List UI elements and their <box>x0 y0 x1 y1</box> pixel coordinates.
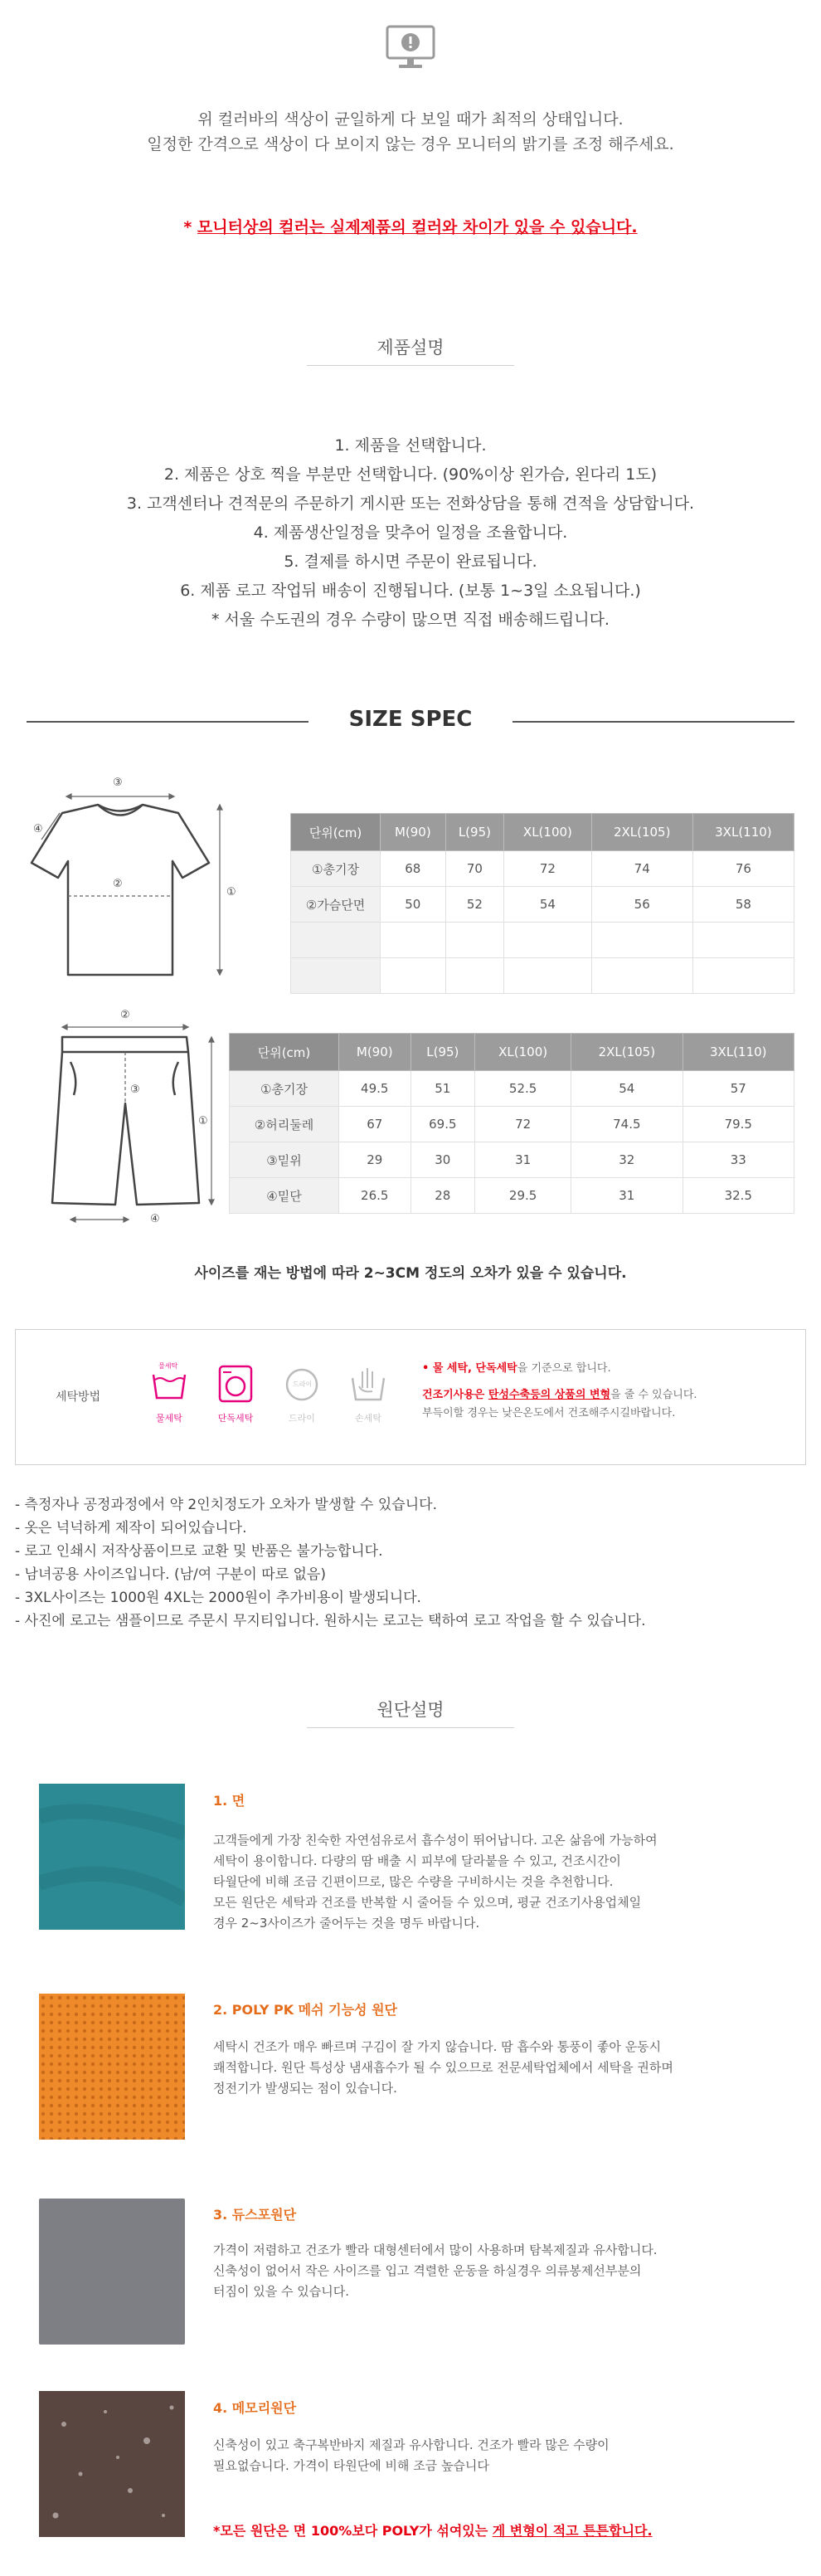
table-cell: 26.5 <box>339 1178 411 1214</box>
table-cell <box>445 923 504 958</box>
table-cell: 72 <box>504 851 591 887</box>
table-cell: ④밑단 <box>230 1178 339 1214</box>
color-warning-text: 모니터상의 컬러는 실제제품의 컬러와 차이가 있을 수 있습니다. <box>197 218 638 236</box>
table-header-cell: 3XL(110) <box>692 814 794 851</box>
table-cell: 58 <box>692 887 794 923</box>
table-cell: 31 <box>571 1178 683 1214</box>
table-cell: 28 <box>410 1178 475 1214</box>
order-step: * 서울 수도권의 경우 수량이 많으면 직접 배송해드립니다. <box>211 611 610 629</box>
order-step: 3. 고객센터나 견적문의 주문하기 게시판 또는 전화상담을 통해 견적을 상담합니다. <box>126 494 695 513</box>
wash-option <box>206 1363 265 1438</box>
table-cell <box>591 958 692 994</box>
diagram-label-2: ② <box>120 1009 130 1021</box>
wash-line1 <box>422 1360 787 1378</box>
note-item: - 3XL사이즈는 1000원 4XL는 2000원이 추가비용이 발생되니다. <box>15 1590 421 1606</box>
table-header-cell: 3XL(110) <box>683 1034 794 1071</box>
table-cell: 50 <box>381 887 446 923</box>
monitor-alert-icon <box>384 23 437 73</box>
table-row <box>291 923 794 958</box>
diagram-label-3: ③ <box>113 777 123 789</box>
table-cell: 72 <box>475 1107 571 1142</box>
table-cell: 29.5 <box>475 1178 571 1214</box>
wash-line2-underline: 탄성수축등의 상품의 변형 <box>488 1389 611 1401</box>
dry-clean-caption: 드라이 <box>289 1413 315 1424</box>
fabric-desc-line: 세탁이 용이합니다. 다량의 땀 배출 시 피부에 달라붙을 수 있고, 건조시간이 <box>213 1853 621 1868</box>
dry-clean-tag: 드라이 <box>293 1381 313 1388</box>
fabric-desc-line: 세탁시 건조가 매우 빠르며 구김이 잘 가지 않습니다. 땀 흡수와 통풍이 좋아 운동시 <box>213 2039 662 2054</box>
water-wash-caption: 물세탁 <box>156 1413 182 1424</box>
table-cell: 76 <box>692 851 794 887</box>
diagram-label-4: ④ <box>33 823 43 835</box>
fabric-swatch-cotton <box>39 1784 185 1930</box>
table-header-cell: L(95) <box>445 814 504 851</box>
table-cell: 31 <box>475 1142 571 1178</box>
fabric-title-4: 4. 메모리원단 <box>213 2400 297 2416</box>
table-cell <box>291 958 381 994</box>
fabric-swatch-poly-pk <box>39 1994 185 2140</box>
bottom-size-table <box>229 1033 794 1214</box>
table-cell: 30 <box>410 1142 475 1178</box>
hand-wash-icon <box>347 1363 389 1408</box>
table-cell: 49.5 <box>339 1071 411 1107</box>
table-cell: 54 <box>571 1071 683 1107</box>
wash-line1-rest: 을 기준으로 합니다. <box>517 1362 611 1375</box>
fabric-final-note-underline: 게 변형이 적고 튼튼합니다. <box>492 2523 653 2539</box>
table-cell <box>504 958 591 994</box>
section-divider <box>307 1727 514 1728</box>
monitor-notice-line1: 위 컬러바의 색상이 균일하게 다 보일 때가 최적의 상태입니다. <box>197 110 624 129</box>
fabric-desc-3 <box>213 2240 777 2302</box>
table-cell: 33 <box>683 1142 794 1178</box>
wash-instructions <box>422 1360 787 1423</box>
diagram-label-3: ③ <box>130 1083 140 1096</box>
table-cell <box>591 923 692 958</box>
fabric-final-note <box>213 2520 653 2539</box>
fabric-desc-line: 쾌적합니다. 원단 특성상 냄새흡수가 될 수 있으므로 전문세탁업체에서 세탁을 권하며 <box>213 2060 673 2075</box>
wash-line2-rest: 을 줄 수 있습니다. <box>610 1389 697 1401</box>
fabric-title: 원단설명 <box>376 1700 445 1720</box>
diagram-label-2: ② <box>113 878 123 890</box>
note-item: - 로고 인쇄시 저작상품이므로 교환 및 반품은 불가능합니다. <box>15 1543 383 1560</box>
fabric-desc-1 <box>213 1830 777 1934</box>
fabric-desc-line: 신축성이 있고 축구복반바지 제질과 유사합니다. 건조가 빨라 많은 수량이 <box>213 2437 610 2452</box>
color-warning <box>0 215 821 237</box>
table-cell: 70 <box>445 851 504 887</box>
fabric-desc-line: 가격이 저렴하고 건조가 빨라 대형센터에서 많이 사용하며 탐복제질과 유사합니다. <box>213 2242 658 2257</box>
table-cell: 68 <box>381 851 446 887</box>
table-cell: 74 <box>591 851 692 887</box>
hand-wash-caption: 손세탁 <box>355 1413 381 1424</box>
fabric-title-3: 3. 듀스포원단 <box>213 2207 297 2223</box>
fabric-desc-line: 정전기가 발생되는 점이 있습니다. <box>213 2081 397 2096</box>
wash-option <box>140 1363 198 1438</box>
table-header-row <box>291 814 794 851</box>
fabric-desc-line: 터짐이 있을 수 있습니다. <box>213 2284 349 2299</box>
table-row <box>230 1178 794 1214</box>
table-header-cell: M(90) <box>339 1034 411 1071</box>
top-size-table <box>290 813 794 994</box>
diagram-label-1: ① <box>198 1115 208 1127</box>
size-spec-rule-right <box>513 721 794 723</box>
table-cell: 52 <box>445 887 504 923</box>
note-item: - 옷은 넉넉하게 제작이 되어있습니다. <box>15 1520 247 1536</box>
table-header-cell: XL(100) <box>504 814 591 851</box>
fabric-title-2: 2. POLY PK 메쉬 기능성 원단 <box>213 2002 397 2018</box>
table-cell: 67 <box>339 1107 411 1142</box>
order-step: 5. 결제를 하시면 주문이 완료됩니다. <box>284 553 537 571</box>
note-item: - 남녀공용 사이즈입니다. (남/여 구분이 따로 없음) <box>15 1566 326 1583</box>
fabric-desc-4 <box>213 2435 777 2476</box>
table-cell: ②허리둘레 <box>230 1107 339 1142</box>
table-cell: 56 <box>591 887 692 923</box>
note-item: - 사진에 로고는 샘플이므로 주문시 무지티입니다. 원하시는 로고는 택하여 로고 작업을 할 수 있습니다. <box>15 1613 646 1629</box>
table-cell <box>381 923 446 958</box>
table-cell: 29 <box>339 1142 411 1178</box>
table-row <box>291 851 794 887</box>
table-header-cell: M(90) <box>381 814 446 851</box>
fabric-desc-2 <box>213 2037 777 2099</box>
table-cell: 32 <box>571 1142 683 1178</box>
table-row <box>230 1142 794 1178</box>
notes-list <box>15 1493 803 1633</box>
shorts-diagram <box>46 1009 228 1236</box>
table-row <box>291 958 794 994</box>
table-header-cell: 단위(cm) <box>291 814 381 851</box>
size-tolerance-note: 사이즈를 재는 방법에 따라 2~3CM 정도의 오차가 있을 수 있습니다. <box>194 1265 627 1282</box>
note-item: - 측정자나 공정과정에서 약 2인치정도가 오차가 발생할 수 있습니다. <box>15 1497 437 1513</box>
table-cell <box>504 923 591 958</box>
table-cell <box>692 923 794 958</box>
table-row <box>230 1107 794 1142</box>
wash-option <box>339 1363 397 1438</box>
table-cell: ③밑위 <box>230 1142 339 1178</box>
order-step: 4. 제품생산일정을 맞추어 일정을 조율합니다. <box>253 523 568 542</box>
wash-bullet: • <box>422 1362 433 1375</box>
table-cell: 51 <box>410 1071 475 1107</box>
table-header-cell: L(95) <box>410 1034 475 1071</box>
fabric-desc-line: 타월단에 비해 조금 긴편이므로, 많은 수량을 구비하시는 것을 추천합니다. <box>213 1874 614 1889</box>
fabric-desc-line: 신축성이 없어서 작은 사이즈를 입고 격렬한 운동을 하실경우 의류봉제선부분의 <box>213 2263 642 2278</box>
wash-method-label: 세탁방법 <box>56 1390 101 1404</box>
section-divider <box>307 365 514 366</box>
wash-option <box>273 1363 331 1438</box>
machine-wash-caption: 단독세탁 <box>217 1413 254 1424</box>
size-spec-title: SIZE SPEC <box>348 707 473 732</box>
table-cell <box>692 958 794 994</box>
monitor-notice-line2: 일정한 간격으로 색상이 다 보이지 않는 경우 모니터의 밝기를 조정 해주세요. <box>147 135 674 153</box>
table-cell: ②가슴단면 <box>291 887 381 923</box>
tshirt-diagram <box>25 777 240 996</box>
table-cell <box>291 923 381 958</box>
wash-line2-highlight: 건조기사용은 <box>422 1389 488 1401</box>
table-header-row <box>230 1034 794 1071</box>
fabric-swatch-memory <box>39 2391 185 2537</box>
table-cell: 69.5 <box>410 1107 475 1142</box>
fabric-title-1: 1. 면 <box>213 1793 245 1809</box>
table-cell <box>381 958 446 994</box>
wash-line3: 부득이할 경우는 낮은온도에서 건조해주시길바랍니다. <box>422 1407 676 1419</box>
table-cell <box>445 958 504 994</box>
wash-line2 <box>422 1386 787 1405</box>
product-description-title: 제품설명 <box>376 338 445 358</box>
diagram-label-1: ① <box>226 886 236 898</box>
fabric-desc-line: 모든 원단은 세탁과 건조를 반복할 시 줄어들 수 있으며, 평균 건조기사용업체일 <box>213 1895 642 1910</box>
table-header-cell: 2XL(105) <box>591 814 692 851</box>
machine-wash-icon <box>215 1363 256 1408</box>
fabric-desc-line: 필요없습니다. 가격이 타원단에 비해 조금 높습니다 <box>213 2458 489 2473</box>
table-header-cell: 2XL(105) <box>571 1034 683 1071</box>
wash-info-box <box>15 1329 806 1465</box>
table-cell: 57 <box>683 1071 794 1107</box>
order-step: 6. 제품 로고 작업뒤 배송이 진행됩니다. (보통 1~3일 소요됩니다.) <box>180 582 641 600</box>
water-wash-tag: 물세탁 <box>158 1362 178 1370</box>
table-row <box>291 887 794 923</box>
fabric-final-note-prefix: *모든 원단은 면 100%보다 POLY가 섞여있는 <box>213 2523 493 2539</box>
table-header-cell: 단위(cm) <box>230 1034 339 1071</box>
fabric-desc-line: 경우 2~3사이즈가 줄어두는 것을 명두 바랍니다. <box>213 1916 480 1931</box>
order-steps <box>0 431 821 635</box>
table-cell: 54 <box>504 887 591 923</box>
table-cell: ①총기장 <box>291 851 381 887</box>
wash-line1-highlight: 물 세탁, 단독세탁 <box>432 1362 517 1375</box>
diagram-label-4: ④ <box>150 1213 160 1225</box>
table-cell: ①총기장 <box>230 1071 339 1107</box>
fabric-swatch-dewspo <box>39 2199 185 2345</box>
table-cell: 52.5 <box>475 1071 571 1107</box>
fabric-desc-line: 고객들에게 가장 친숙한 자연섬유로서 흡수성이 뛰어납니다. 고온 삶음에 가능하여 <box>213 1833 658 1848</box>
table-cell: 32.5 <box>683 1178 794 1214</box>
table-header-cell: XL(100) <box>475 1034 571 1071</box>
order-step: 1. 제품을 선택합니다. <box>334 436 487 455</box>
table-row <box>230 1071 794 1107</box>
table-cell: 79.5 <box>683 1107 794 1142</box>
order-step: 2. 제품은 상호 찍을 부분만 선택합니다. (90%이상 왼가슴, 왼다리 1도) <box>163 465 658 484</box>
color-warning-prefix: * <box>183 218 197 236</box>
table-cell: 74.5 <box>571 1107 683 1142</box>
